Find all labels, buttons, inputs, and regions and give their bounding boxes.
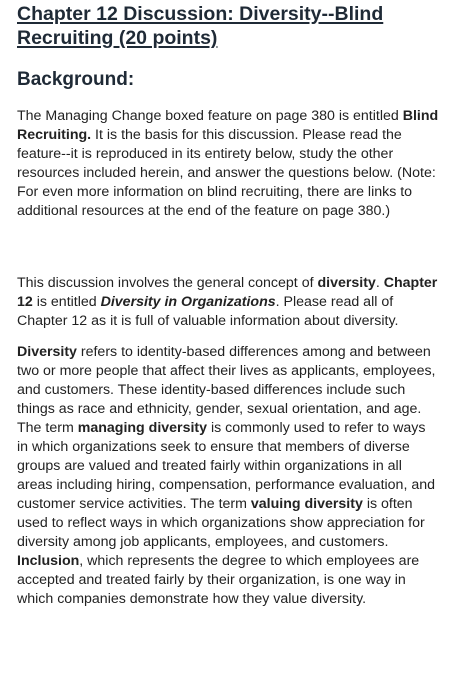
text-run: refers to identity-based differences among and between two or more people that affect their lives as applicants, employees, and customers. These identity-based differences include such things as race and ethnicity, gender, sexual orientation, and age. The term: [17, 344, 436, 436]
text-run: . Please read all of Chapter 12 as it is full of valuable information about diversity.: [17, 294, 399, 329]
concept-paragraph: [17, 274, 440, 331]
bold-term: diversity: [317, 275, 376, 291]
bold-term: Chapter 12: [17, 275, 438, 310]
bold-term: Diversity: [17, 344, 77, 360]
intro-paragraph: [17, 107, 440, 221]
page-title: [17, 0, 440, 50]
text-run: is entitled: [32, 294, 101, 310]
bold-term: Inclusion: [17, 553, 80, 569]
text-run: is commonly used to refer to ways in which organizations seek to ensure that members of diverse groups are valued and treated fairly within organizations in all areas including hiring, compensation, performance evaluation, and customer service activities. The term: [17, 420, 435, 512]
text-run: , which represents the degree to which employees are accepted and treated fairly by their organization, is one way in which companies demonstrate how they value diversity.: [17, 553, 420, 607]
bold-term: managing diversity: [77, 420, 208, 436]
text-run: The Managing Change boxed feature on page 380 is entitled: [17, 108, 403, 124]
text-run: This discussion involves the general concept of: [17, 275, 318, 291]
text-run: It is the basis for this discussion. Please read the feature--it is reproduced in its entirety below, study the other resources included herein, and answer the questions below. (Note: For even more information on blind recruiting, there are links to additional resources at the end of the feature on page 380.): [17, 127, 436, 219]
definition-paragraph: [17, 343, 440, 609]
background-heading: Background:: [17, 69, 135, 90]
text-run: is often used to reflect ways in which organizations show appreciation for diversity among job applicants, employees, and customers.: [17, 496, 425, 550]
chapter-title-italic: Diversity in Organizations: [100, 294, 276, 310]
bold-term: Blind Recruiting.: [17, 108, 439, 143]
title-line-1: Chapter 12 Discussion: Diversity--Blind: [17, 3, 384, 25]
chapter-title: [101, 294, 276, 310]
bold-term: valuing diversity: [250, 496, 363, 512]
title-line-2: Recruiting (20 points): [17, 27, 218, 49]
text-run: .: [375, 275, 384, 291]
